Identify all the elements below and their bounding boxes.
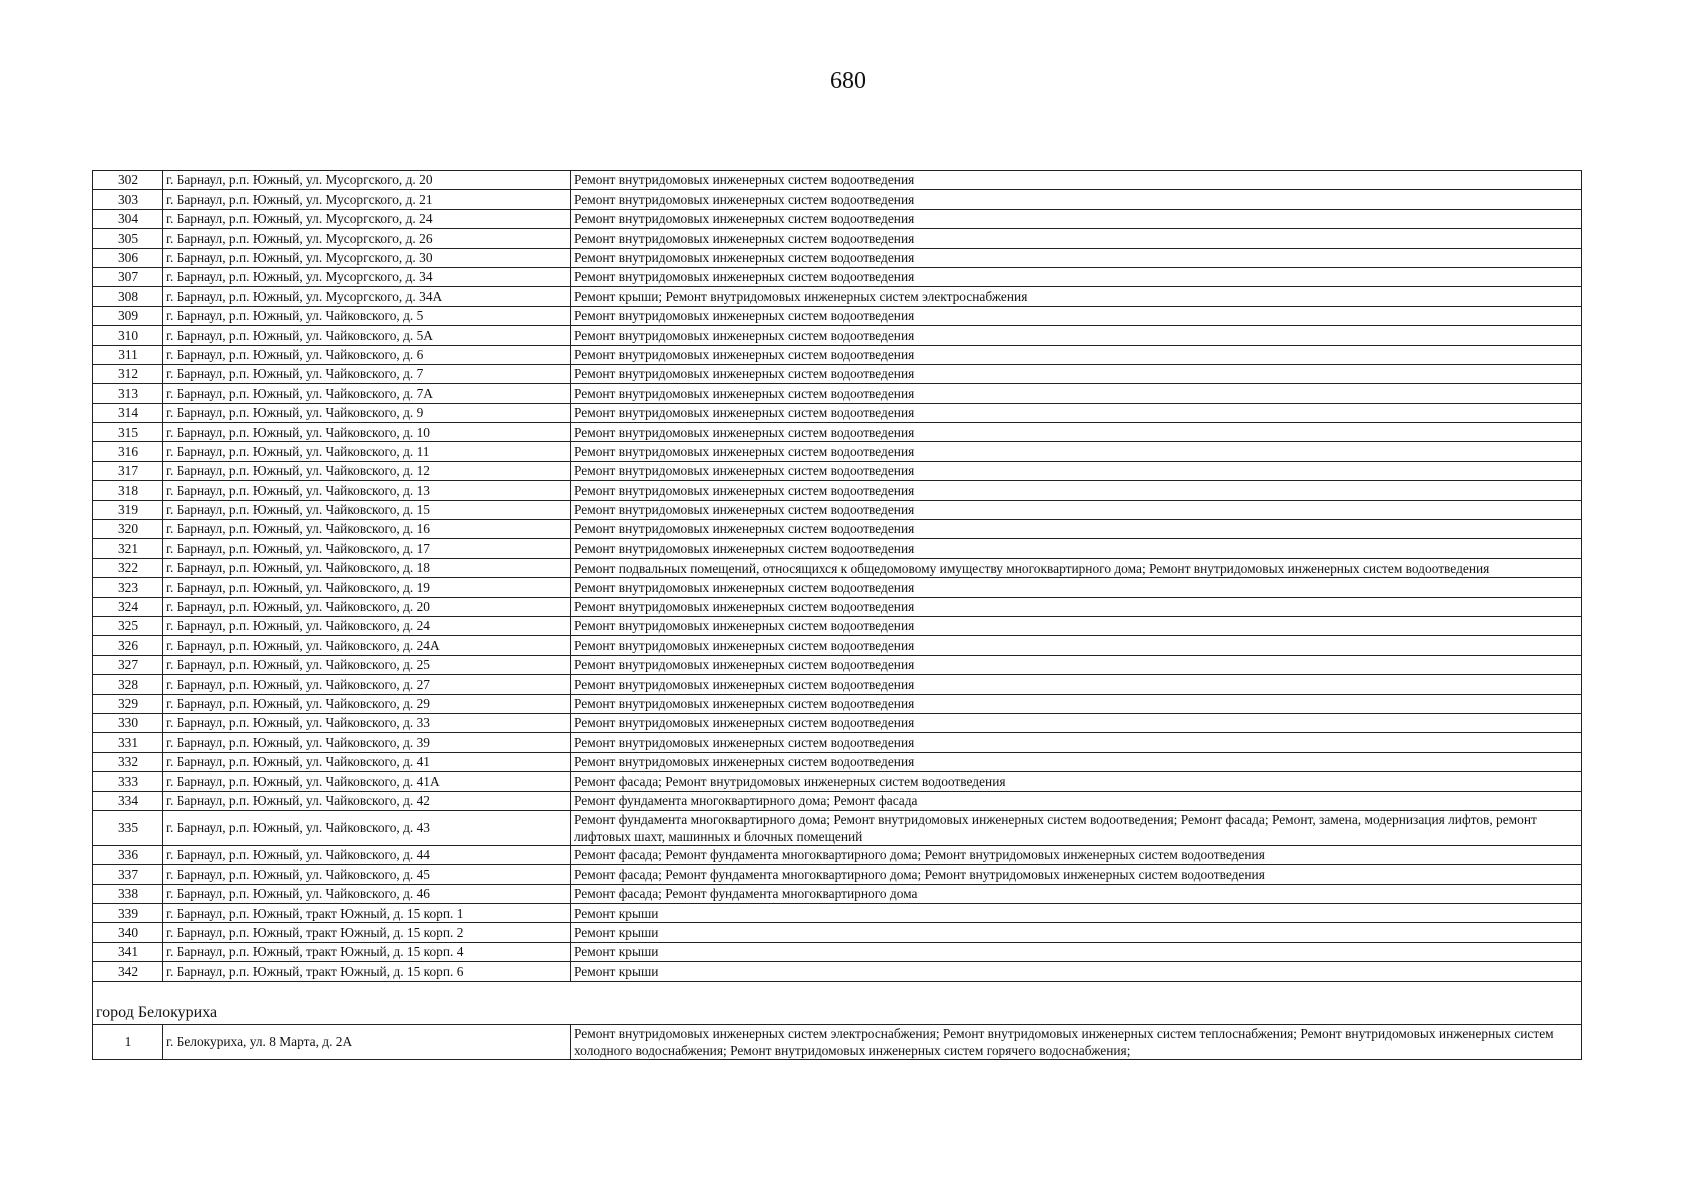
row-number: 304 <box>93 209 163 228</box>
table-row <box>93 423 1582 442</box>
row-number: 320 <box>93 520 163 539</box>
row-address: г. Барнаул, р.п. Южный, ул. Чайковского, д. 41А <box>163 772 571 791</box>
row-number: 321 <box>93 539 163 558</box>
table-row <box>93 713 1582 732</box>
row-number: 307 <box>93 267 163 286</box>
row-address: г. Барнаул, р.п. Южный, ул. Чайковского, д. 45 <box>163 865 571 884</box>
row-address: г. Барнаул, р.п. Южный, ул. Чайковского, д. 33 <box>163 713 571 732</box>
row-number: 333 <box>93 772 163 791</box>
row-address: г. Барнаул, р.п. Южный, ул. Чайковского, д. 5 <box>163 306 571 325</box>
row-work: Ремонт крыши <box>571 923 1582 942</box>
row-number: 339 <box>93 904 163 923</box>
table-row <box>93 364 1582 383</box>
row-work: Ремонт фундамента многоквартирного дома; Ремонт внутридомовых инженерных систем водоотведения; Ремонт фасада; Ремонт, замена, модернизация лифтов, ремонт лифтовых шахт, машинных и блочных помещений <box>571 810 1582 845</box>
row-work: Ремонт крыши <box>571 904 1582 923</box>
table-row <box>93 1024 1582 1059</box>
row-number: 341 <box>93 942 163 961</box>
row-address: г. Барнаул, р.п. Южный, ул. Чайковского, д. 42 <box>163 791 571 810</box>
row-address: г. Барнаул, р.п. Южный, ул. Чайковского, д. 16 <box>163 520 571 539</box>
row-address: г. Барнаул, р.п. Южный, ул. Мусоргского, д. 30 <box>163 248 571 267</box>
table-row <box>93 865 1582 884</box>
row-address: г. Барнаул, р.п. Южный, тракт Южный, д. 15 корп. 2 <box>163 923 571 942</box>
row-number: 303 <box>93 190 163 209</box>
row-number: 314 <box>93 403 163 422</box>
table-row <box>93 923 1582 942</box>
row-work: Ремонт внутридомовых инженерных систем водоотведения <box>571 636 1582 655</box>
table-row <box>93 772 1582 791</box>
row-work: Ремонт внутридомовых инженерных систем водоотведения <box>571 442 1582 461</box>
table-row <box>93 190 1582 209</box>
row-work: Ремонт фасада; Ремонт фундамента многоквартирного дома; Ремонт внутридомовых инженерных систем водоотведения <box>571 865 1582 884</box>
repair-table-body <box>93 171 1582 1060</box>
table-row <box>93 810 1582 845</box>
table-row <box>93 962 1582 981</box>
section-title: город Белокуриха <box>93 981 571 1024</box>
table-row <box>93 539 1582 558</box>
table-row <box>93 791 1582 810</box>
row-address: г. Белокуриха, ул. 8 Марта, д. 2А <box>163 1024 571 1059</box>
table-row <box>93 884 1582 903</box>
section-header-row <box>93 981 1582 1024</box>
table-row <box>93 461 1582 480</box>
row-address: г. Барнаул, р.п. Южный, ул. Чайковского, д. 29 <box>163 694 571 713</box>
row-number: 319 <box>93 500 163 519</box>
row-number: 329 <box>93 694 163 713</box>
table-row <box>93 597 1582 616</box>
row-work: Ремонт внутридомовых инженерных систем водоотведения <box>571 578 1582 597</box>
row-address: г. Барнаул, р.п. Южный, тракт Южный, д. 15 корп. 6 <box>163 962 571 981</box>
row-address: г. Барнаул, р.п. Южный, ул. Чайковского, д. 43 <box>163 810 571 845</box>
row-number: 322 <box>93 558 163 577</box>
row-work: Ремонт фасада; Ремонт фундамента многоквартирного дома; Ремонт внутридомовых инженерных систем водоотведения <box>571 845 1582 864</box>
row-number: 315 <box>93 423 163 442</box>
row-work: Ремонт внутридомовых инженерных систем водоотведения <box>571 713 1582 732</box>
row-address: г. Барнаул, р.п. Южный, ул. Чайковского, д. 24А <box>163 636 571 655</box>
table-row <box>93 694 1582 713</box>
row-address: г. Барнаул, р.п. Южный, ул. Чайковского, д. 7А <box>163 384 571 403</box>
row-number: 338 <box>93 884 163 903</box>
row-address: г. Барнаул, р.п. Южный, ул. Чайковского, д. 17 <box>163 539 571 558</box>
row-work: Ремонт фасада; Ремонт внутридомовых инженерных систем водоотведения <box>571 772 1582 791</box>
row-work: Ремонт внутридомовых инженерных систем водоотведения <box>571 500 1582 519</box>
table-row <box>93 267 1582 286</box>
table-row <box>93 209 1582 228</box>
row-work: Ремонт внутридомовых инженерных систем водоотведения <box>571 655 1582 674</box>
section-spacer <box>571 981 1582 1024</box>
table-row <box>93 229 1582 248</box>
row-number: 305 <box>93 229 163 248</box>
row-work: Ремонт фасада; Ремонт фундамента многоквартирного дома <box>571 884 1582 903</box>
row-number: 310 <box>93 326 163 345</box>
table-row <box>93 500 1582 519</box>
row-address: г. Барнаул, р.п. Южный, ул. Чайковского, д. 44 <box>163 845 571 864</box>
row-work: Ремонт внутридомовых инженерных систем водоотведения <box>571 364 1582 383</box>
row-number: 335 <box>93 810 163 845</box>
row-address: г. Барнаул, р.п. Южный, ул. Чайковского, д. 11 <box>163 442 571 461</box>
table-row <box>93 942 1582 961</box>
row-number: 313 <box>93 384 163 403</box>
row-address: г. Барнаул, р.п. Южный, ул. Чайковского, д. 7 <box>163 364 571 383</box>
table-row <box>93 248 1582 267</box>
row-work: Ремонт внутридомовых инженерных систем водоотведения <box>571 423 1582 442</box>
row-work: Ремонт внутридомовых инженерных систем водоотведения <box>571 209 1582 228</box>
table-row <box>93 636 1582 655</box>
row-address: г. Барнаул, р.п. Южный, ул. Чайковского, д. 25 <box>163 655 571 674</box>
row-work: Ремонт внутридомовых инженерных систем водоотведения <box>571 616 1582 635</box>
row-number: 308 <box>93 287 163 306</box>
row-work: Ремонт внутридомовых инженерных систем водоотведения <box>571 345 1582 364</box>
table-row <box>93 616 1582 635</box>
page-number: 680 <box>830 68 866 94</box>
row-address: г. Барнаул, р.п. Южный, ул. Чайковского, д. 15 <box>163 500 571 519</box>
row-number: 328 <box>93 675 163 694</box>
row-address: г. Барнаул, р.п. Южный, ул. Мусоргского, д. 24 <box>163 209 571 228</box>
row-work: Ремонт внутридомовых инженерных систем водоотведения <box>571 326 1582 345</box>
table-row <box>93 442 1582 461</box>
row-address: г. Барнаул, р.п. Южный, ул. Чайковского, д. 9 <box>163 403 571 422</box>
table-row <box>93 655 1582 674</box>
row-address: г. Барнаул, р.п. Южный, ул. Мусоргского, д. 34 <box>163 267 571 286</box>
row-number: 1 <box>93 1024 163 1059</box>
table-row <box>93 306 1582 325</box>
row-address: г. Барнаул, р.п. Южный, ул. Чайковского, д. 12 <box>163 461 571 480</box>
row-work: Ремонт внутридомовых инженерных систем водоотведения <box>571 520 1582 539</box>
row-work: Ремонт внутридомовых инженерных систем водоотведения <box>571 403 1582 422</box>
row-work: Ремонт внутридомовых инженерных систем водоотведения <box>571 384 1582 403</box>
table-row <box>93 904 1582 923</box>
repair-table <box>92 170 1582 1060</box>
table-row <box>93 578 1582 597</box>
row-address: г. Барнаул, р.п. Южный, ул. Чайковского, д. 39 <box>163 733 571 752</box>
row-number: 340 <box>93 923 163 942</box>
row-number: 302 <box>93 171 163 190</box>
row-number: 312 <box>93 364 163 383</box>
row-address: г. Барнаул, р.п. Южный, тракт Южный, д. 15 корп. 4 <box>163 942 571 961</box>
row-address: г. Барнаул, р.п. Южный, ул. Чайковского, д. 10 <box>163 423 571 442</box>
table-row <box>93 326 1582 345</box>
row-number: 316 <box>93 442 163 461</box>
table-row <box>93 384 1582 403</box>
table-row <box>93 345 1582 364</box>
row-work: Ремонт внутридомовых инженерных систем водоотведения <box>571 190 1582 209</box>
row-address: г. Барнаул, р.п. Южный, ул. Чайковского, д. 18 <box>163 558 571 577</box>
row-work: Ремонт внутридомовых инженерных систем водоотведения <box>571 597 1582 616</box>
row-number: 332 <box>93 752 163 771</box>
row-work: Ремонт крыши <box>571 962 1582 981</box>
row-address: г. Барнаул, р.п. Южный, ул. Мусоргского, д. 20 <box>163 171 571 190</box>
row-number: 331 <box>93 733 163 752</box>
table-row <box>93 520 1582 539</box>
row-address: г. Барнаул, р.п. Южный, ул. Чайковского, д. 13 <box>163 481 571 500</box>
table-row <box>93 752 1582 771</box>
row-work: Ремонт внутридомовых инженерных систем водоотведения <box>571 752 1582 771</box>
row-number: 330 <box>93 713 163 732</box>
row-number: 336 <box>93 845 163 864</box>
row-work: Ремонт внутридомовых инженерных систем водоотведения <box>571 267 1582 286</box>
row-work: Ремонт внутридомовых инженерных систем водоотведения <box>571 733 1582 752</box>
row-number: 324 <box>93 597 163 616</box>
row-work: Ремонт внутридомовых инженерных систем водоотведения <box>571 229 1582 248</box>
row-work: Ремонт внутридомовых инженерных систем водоотведения <box>571 694 1582 713</box>
row-address: г. Барнаул, р.п. Южный, ул. Чайковского, д. 19 <box>163 578 571 597</box>
row-work: Ремонт внутридомовых инженерных систем водоотведения <box>571 461 1582 480</box>
row-work: Ремонт внутридомовых инженерных систем водоотведения <box>571 539 1582 558</box>
row-work: Ремонт крыши <box>571 942 1582 961</box>
row-number: 309 <box>93 306 163 325</box>
table-row <box>93 481 1582 500</box>
row-number: 327 <box>93 655 163 674</box>
row-address: г. Барнаул, р.п. Южный, ул. Чайковского, д. 24 <box>163 616 571 635</box>
repair-table-container <box>92 170 1582 1060</box>
row-work: Ремонт внутридомовых инженерных систем водоотведения <box>571 248 1582 267</box>
row-work: Ремонт внутридомовых инженерных систем водоотведения <box>571 306 1582 325</box>
row-number: 342 <box>93 962 163 981</box>
table-row <box>93 558 1582 577</box>
row-number: 337 <box>93 865 163 884</box>
row-work: Ремонт внутридомовых инженерных систем водоотведения <box>571 171 1582 190</box>
row-number: 311 <box>93 345 163 364</box>
row-number: 326 <box>93 636 163 655</box>
row-work: Ремонт крыши; Ремонт внутридомовых инженерных систем электроснабжения <box>571 287 1582 306</box>
row-address: г. Барнаул, р.п. Южный, ул. Чайковского, д. 5А <box>163 326 571 345</box>
table-row <box>93 675 1582 694</box>
table-row <box>93 403 1582 422</box>
row-address: г. Барнаул, р.п. Южный, ул. Мусоргского, д. 21 <box>163 190 571 209</box>
row-address: г. Барнаул, р.п. Южный, ул. Чайковского, д. 6 <box>163 345 571 364</box>
row-work: Ремонт внутридомовых инженерных систем водоотведения <box>571 481 1582 500</box>
table-row <box>93 287 1582 306</box>
row-work: Ремонт подвальных помещений, относящихся к общедомовому имуществу многоквартирного дома; Ремонт внутридомовых инженерных систем водоотведения <box>571 558 1582 577</box>
row-number: 325 <box>93 616 163 635</box>
row-address: г. Барнаул, р.п. Южный, ул. Мусоргского, д. 34А <box>163 287 571 306</box>
row-address: г. Барнаул, р.п. Южный, ул. Мусоргского, д. 26 <box>163 229 571 248</box>
row-number: 318 <box>93 481 163 500</box>
row-address: г. Барнаул, р.п. Южный, ул. Чайковского, д. 46 <box>163 884 571 903</box>
row-number: 323 <box>93 578 163 597</box>
row-number: 334 <box>93 791 163 810</box>
row-address: г. Барнаул, р.п. Южный, ул. Чайковского, д. 27 <box>163 675 571 694</box>
row-work: Ремонт фундамента многоквартирного дома; Ремонт фасада <box>571 791 1582 810</box>
row-address: г. Барнаул, р.п. Южный, ул. Чайковского, д. 20 <box>163 597 571 616</box>
table-row <box>93 845 1582 864</box>
row-work: Ремонт внутридомовых инженерных систем электроснабжения; Ремонт внутридомовых инженерных систем теплоснабжения; Ремонт внутридомовых инженерных систем холодного водоснабжения; Ремонт внутридомовых инженерных систем горячего водоснабжения; <box>571 1024 1582 1059</box>
row-number: 306 <box>93 248 163 267</box>
table-row <box>93 171 1582 190</box>
row-work: Ремонт внутридомовых инженерных систем водоотведения <box>571 675 1582 694</box>
row-address: г. Барнаул, р.п. Южный, тракт Южный, д. 15 корп. 1 <box>163 904 571 923</box>
table-row <box>93 733 1582 752</box>
row-number: 317 <box>93 461 163 480</box>
row-address: г. Барнаул, р.п. Южный, ул. Чайковского, д. 41 <box>163 752 571 771</box>
